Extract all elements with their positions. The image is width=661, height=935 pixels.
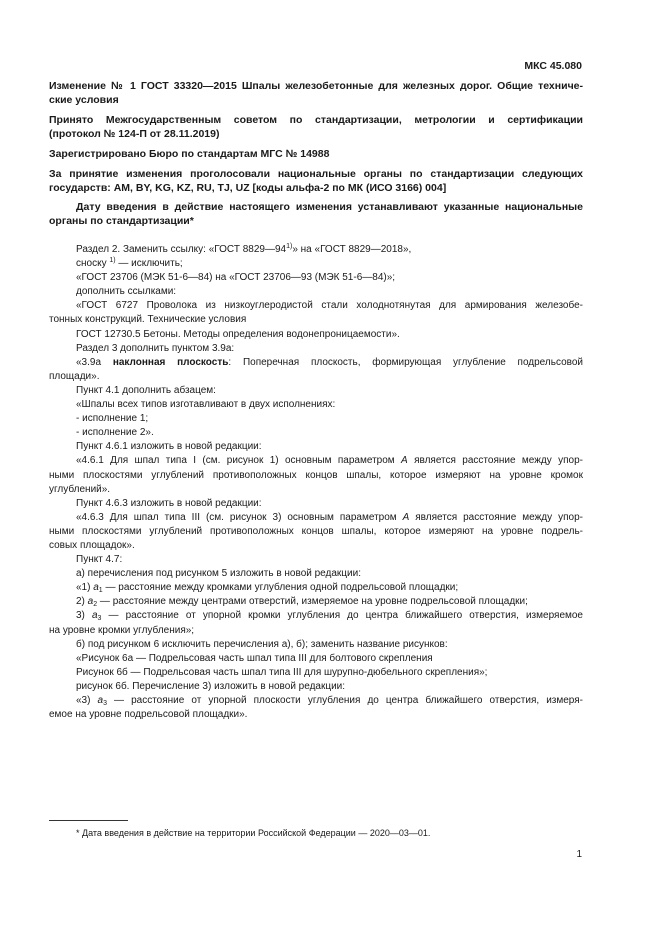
body-line: совых площадок».: [49, 539, 135, 551]
change-body: [49, 243, 583, 722]
registration-statement: Зарегистрировано Бюро по стандартам МГС № 14988: [49, 148, 330, 160]
voting-statement: За принятие изменения проголосовали национальные органы по стандартизации следующих государств: AM, BY, KG, KZ, RU, TJ, UZ [коды альфа-2 по МК (ИСО 3166) 004]: [49, 168, 583, 194]
body-line: емое на уровне подрельсовой площадки».: [49, 709, 248, 721]
body-line: Пункт 4.7:: [76, 554, 123, 566]
body-line: «1) $a_1$ — расстояние между кромками углубления одной подрельсовой площадки;: [76, 582, 459, 595]
body-line: на уровне кромки углубления»;: [49, 624, 195, 636]
body-line: Пункт 4.6.3 изложить в новой редакции:: [76, 497, 262, 509]
body-line: ными плоскостями углублений противоположных концов шпалы, которое измеряют на уровне подрель-: [49, 525, 583, 537]
body-line: рисунок 6б. Перечисление 3) изложить в новой редакции:: [76, 680, 346, 692]
body-line: Рисунок 6б — Подрельсовая часть шпал типа III для шурупно-дюбельного скрепления»;: [76, 666, 488, 678]
footnote: * Дата введения в действие на территории Российской Федерации — 2020—03—01.: [76, 828, 431, 838]
body-line: 3) $a_3$ — расстояние от упорной кромки углубления до центра ближайшего отверстия, измеряемое: [76, 610, 583, 623]
body-line: Раздел 3 дополнить пунктом 3.9а:: [76, 342, 235, 354]
effective-date-statement: Дату введения в действие настоящего изменения устанавливают указанные национальные органы по стандартизации*: [49, 201, 583, 227]
body-line: сноску $^{1)}$ — исключить;: [76, 257, 183, 270]
page-number: 1: [576, 849, 582, 860]
mks-code: МКС 45.080: [524, 60, 582, 72]
footnote-separator: [49, 820, 128, 821]
body-line: «ГОСТ 6727 Проволока из низкоуглеродистой стали холоднотянутая для армирования железобе-: [76, 300, 583, 312]
change-title: Изменение № 1 ГОСТ 33320—2015 Шпалы железобетонные для железных дорог. Общие техниче- ские условия: [49, 80, 583, 106]
body-line: Пункт 4.6.1 изложить в новой редакции:: [76, 441, 262, 453]
body-line: «3.9а наклонная плоскость: Поперечная плоскость, формирующая углубление подрельсовой: [76, 356, 583, 368]
body-line: а) перечисления под рисунком 5 изложить в новой редакции:: [76, 568, 361, 580]
body-line: «ГОСТ 23706 (МЭК 51-6—84) на «ГОСТ 23706—93 (МЭК 51-6—84)»;: [76, 272, 396, 284]
body-line: - исполнение 1;: [76, 413, 149, 425]
body-line: «4.6.1 Для шпал типа I (см. рисунок 1) основным параметром А является расстояние между упор-: [76, 455, 583, 467]
body-line: «Рисунок 6а — Подрельсовая часть шпал типа III для болтового скрепления: [76, 652, 433, 664]
body-line: ными плоскостями углублений противоположных концов шпалы, которое измеряют на уровне кромок: [49, 469, 583, 481]
body-line: Пункт 4.1 дополнить абзацем:: [76, 384, 216, 396]
body-line: тонных конструкций. Технические условия: [49, 314, 247, 326]
body-line: «4.6.3 Для шпал типа III (см. рисунок 3) основным параметром А является расстояние между упор-: [76, 511, 583, 523]
body-line: б) под рисунком 6 исключить перечисления а), б); заменить название рисунков:: [76, 638, 448, 650]
body-line: углублений».: [49, 483, 111, 495]
body-line: дополнить ссылками:: [76, 286, 177, 298]
body-line: - исполнение 2».: [76, 427, 154, 439]
body-line: «Шпалы всех типов изготавливают в двух исполнениях:: [76, 399, 336, 411]
body-line: «3) $a_3$ — расстояние от упорной плоскости углубления до центра ближайшего отверстия, измеря-: [76, 695, 583, 707]
body-line: ГОСТ 12730.5 Бетоны. Методы определения водонепроницаемости».: [76, 328, 400, 340]
adopted-statement: Принято Межгосударственным советом по стандартизации, метрологии и сертификации (протокол № 124-П от 28.11.2019): [49, 114, 583, 140]
body-line: площади».: [49, 370, 100, 382]
body-line: Раздел 2. Заменить ссылку: «ГОСТ 8829—94$^{1)}$» на «ГОСТ 8829—2018»,: [76, 243, 412, 255]
body-line: 2) $a_2$ — расстояние между центрами отверстий, измеряемое на уровне подрельсовой площадки;: [76, 596, 528, 609]
